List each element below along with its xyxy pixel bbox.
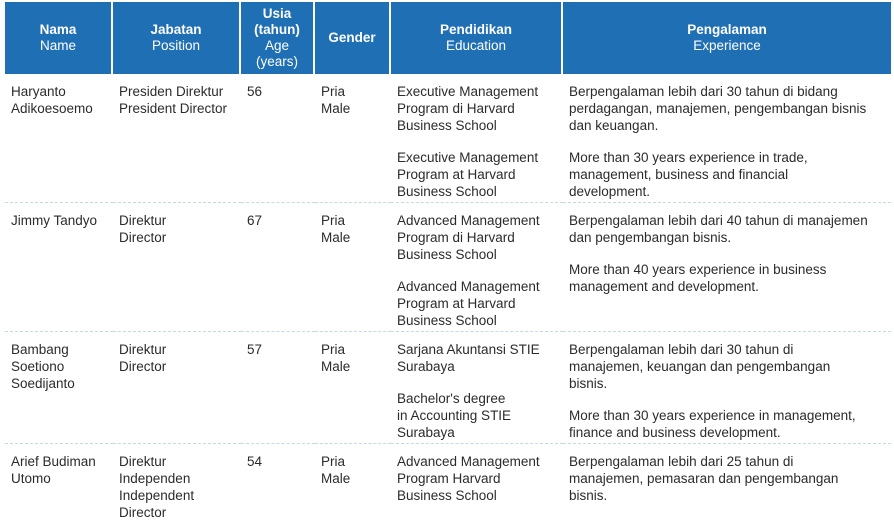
experience-paragraph [569,83,885,134]
header-education: Pendidikan Education [391,2,563,74]
text-line: Sarjana Akuntansi STIE [397,342,540,357]
text-line: Business School [397,184,497,199]
text-line: Business School [397,118,497,133]
text-line: 67 [247,213,263,228]
text-line: dan pengembangan bisnis. [569,230,732,245]
cell-name [5,203,113,332]
header-experience: Pengalaman Experience [563,2,891,74]
text-line: perdagangan, manajemen, pengembangan bisnis [569,101,867,116]
education-paragraph [397,212,557,263]
text-line: Business School [397,247,497,262]
text-line: Direktur [119,454,167,469]
cell-age [241,332,315,444]
experience-paragraph [569,212,885,246]
education-paragraph [397,453,557,504]
text-line: Pria [321,84,346,99]
text-line: Program Harvard [397,471,501,486]
text-line: management and development. [569,279,759,294]
text-line: Surabaya [397,359,455,374]
header-gender: Gender [315,2,391,74]
cell-age [241,74,315,203]
text-line: Male [321,101,351,116]
text-line: Utomo [11,471,51,486]
education-paragraph [397,278,557,329]
cell-name [5,444,113,523]
table-row [5,74,891,203]
text-line: Berpengalaman lebih dari 25 tahun di [569,454,794,469]
text-line: Pria [321,454,346,469]
cell-gender [315,332,391,444]
text-line: Jimmy Tandyo [11,213,98,228]
header-age: Usia (tahun) Age (years) [241,2,315,74]
text-line: Male [321,230,351,245]
cell-name [5,332,113,444]
text-line: More than 30 years experience in management, [569,408,856,423]
cell-age [241,444,315,523]
text-line: Director [119,230,167,245]
text-line: Program at Harvard [397,296,516,311]
experience-paragraph [569,261,885,295]
cell-education [391,203,563,332]
text-line: Executive Management [397,150,539,165]
text-line: manajemen, pemasaran dan pengembangan [569,471,839,486]
text-line: Executive Management [397,84,539,99]
text-line: Presiden Direktur [119,84,224,99]
cell-education [391,74,563,203]
text-line: Berpengalaman lebih dari 30 tahun di [569,342,794,357]
text-line: 54 [247,454,263,469]
education-paragraph [397,149,557,200]
text-line: More than 30 years experience in trade, [569,150,808,165]
cell-name [5,74,113,203]
table-row [5,332,891,444]
cell-gender [315,203,391,332]
cell-position [113,203,241,332]
text-line: Advanced Management [397,213,540,228]
table-row [5,444,891,523]
cell-education [391,332,563,444]
text-line: development. [569,184,651,199]
cell-age [241,203,315,332]
table-body [5,74,891,523]
cell-experience [563,203,891,332]
text-line: Director [119,359,167,374]
text-line: Advanced Management [397,454,540,469]
text-line: in Accounting STIE [397,408,512,423]
text-line: Director [119,505,167,520]
header-position: Jabatan Position [113,2,241,74]
experience-paragraph [569,453,885,504]
text-line: dan keuangan. [569,118,659,133]
text-line: Male [321,471,351,486]
text-line: Program at Harvard [397,167,516,182]
education-paragraph [397,390,557,441]
table-row [5,203,891,332]
education-paragraph [397,83,557,134]
experience-paragraph [569,407,885,441]
text-line: Direktur [119,342,167,357]
text-line: More than 40 years experience in business [569,262,827,277]
text-line: Male [321,359,351,374]
experience-paragraph [569,341,885,392]
cell-experience [563,444,891,523]
text-line: Bachelor's degree [397,391,506,406]
text-line: management, business and financial [569,167,789,182]
text-line: Program di Harvard [397,101,515,116]
text-line: Business School [397,488,497,503]
text-line: 56 [247,84,263,99]
text-line: Business School [397,313,497,328]
text-line: Pria [321,342,346,357]
text-line: Bambang [11,342,69,357]
header-name: Nama Name [5,2,113,74]
cell-experience [563,332,891,444]
text-line: 57 [247,342,263,357]
text-line: Independen [119,471,191,486]
board-of-directors-table [5,2,891,523]
text-line: manajemen, keuangan dan pengembangan [569,359,831,374]
text-line: Haryanto [11,84,66,99]
cell-gender [315,444,391,523]
text-line: finance and business development. [569,425,781,440]
text-line: Direktur [119,213,167,228]
experience-paragraph [569,149,885,200]
text-line: Soedijanto [11,376,75,391]
education-paragraph [397,341,557,375]
text-line: Adikoesoemo [11,101,93,116]
text-line: bisnis. [569,488,608,503]
text-line: Independent [119,488,195,503]
text-line: Program di Harvard [397,230,515,245]
text-line: Advanced Management [397,279,540,294]
cell-position [113,444,241,523]
text-line: Pria [321,213,346,228]
text-line: bisnis. [569,376,608,391]
text-line: Soetiono [11,359,65,374]
cell-position [113,74,241,203]
cell-experience [563,74,891,203]
cell-position [113,332,241,444]
cell-education [391,444,563,523]
text-line: Berpengalaman lebih dari 40 tahun di manajemen [569,213,868,228]
text-line: Surabaya [397,425,455,440]
text-line: Arief Budiman [11,454,96,469]
cell-gender [315,74,391,203]
text-line: Berpengalaman lebih dari 30 tahun di bidang [569,84,838,99]
table-header-row [5,2,891,74]
text-line: President Director [119,101,228,116]
